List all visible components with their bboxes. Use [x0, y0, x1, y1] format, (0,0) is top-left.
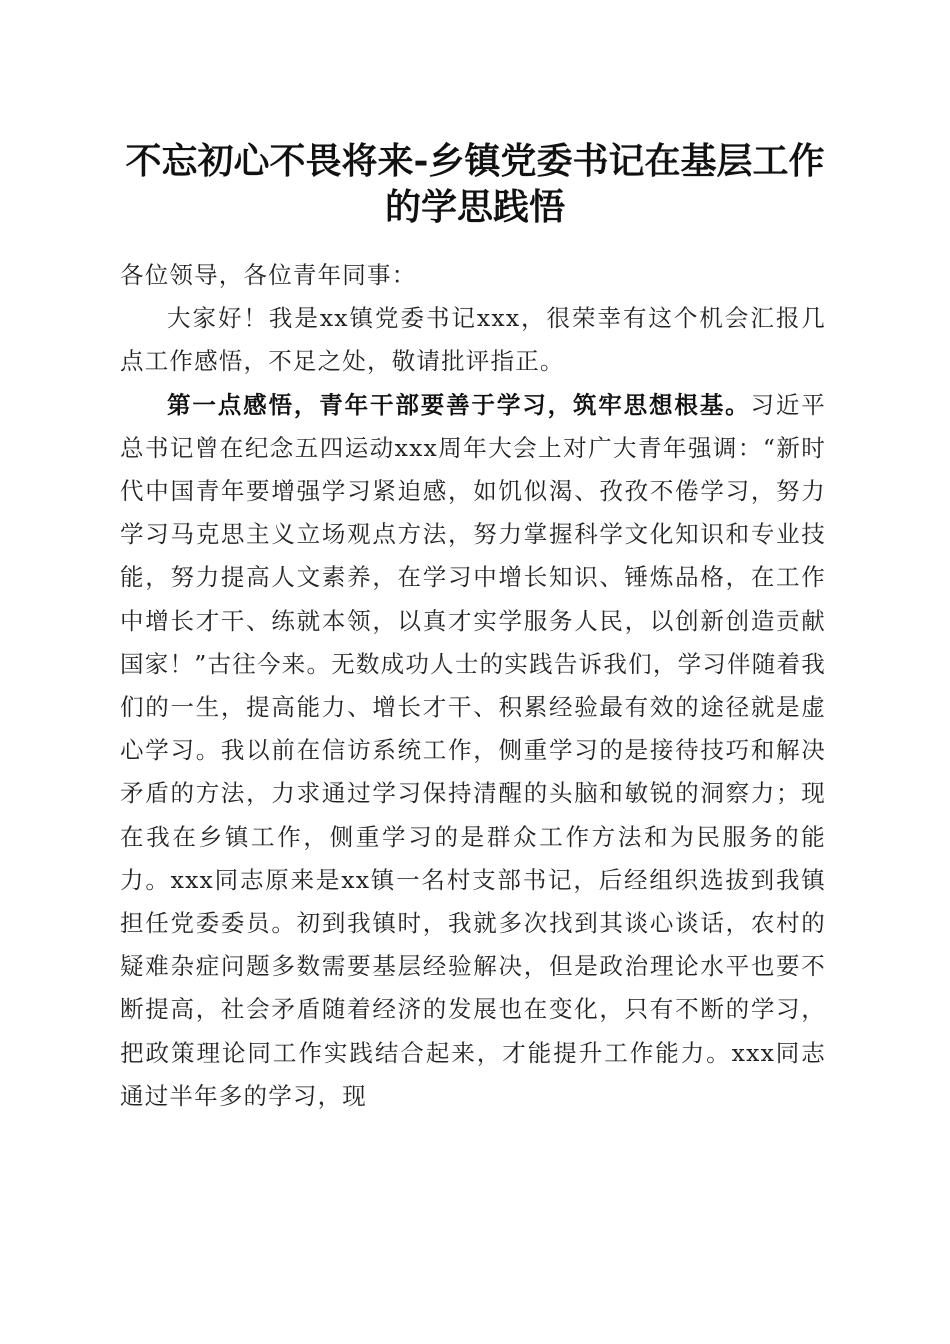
- point-1-body: 习近平总书记曾在纪念五四运动xxx周年大会上对广大青年强调：“新时代中国青年要增强学习紧迫感，如饥似渴、孜孜不倦学习，努力学习马克思主义立场观点方法，努力掌握科学文化知识和专业技能，努力提高人文素养，在学习中增长知识、锤炼品格，在工作中增长才干、练就本领，以真才实学服务人民，以创新创造贡献国家！”古往今来。无数成功人士的实践告诉我们，学习伴随着我们的一生，提高能力、增长才干、积累经验最有效的途径就是虚心学习。我以前在信访系统工作，侧重学习的是接待技巧和解决矛盾的方法，力求通过学习保持清醒的头脑和敏锐的洞察力；现在我在乡镇工作，侧重学习的是群众工作方法和为民服务的能力。xxx同志原来是xx镇一名村支部书记，后经组织选拔到我镇担任党委委员。初到我镇时，我就多次找到其谈心谈话，农村的疑难杂症问题多数需要基层经验解决，但是政治理论水平也要不断提高，社会矛盾随着经济的发展也在变化，只有不断的学习，把政策理论同工作实践结合起来，才能提升工作能力。xxx同志通过半年多的学习，现: [120, 390, 826, 1110]
- document-title: [100, 138, 850, 230]
- opening-paragraph: 大家好！我是xx镇党委书记xxx，很荣幸有这个机会汇报几点工作感悟，不足之处，敬请批评指正。: [120, 304, 826, 376]
- point-1-paragraph: [120, 384, 826, 1118]
- document-body: [120, 254, 826, 1118]
- salutation: 各位领导，各位青年同事：: [120, 261, 417, 289]
- point-1-heading: 第一点感悟，青年干部要善于学习，筑牢思想根基。: [167, 390, 751, 419]
- title-line-2: 的学思践悟: [384, 186, 565, 228]
- title-line-1: 不忘初心不畏将来-乡镇党委书记在基层工作: [125, 140, 825, 182]
